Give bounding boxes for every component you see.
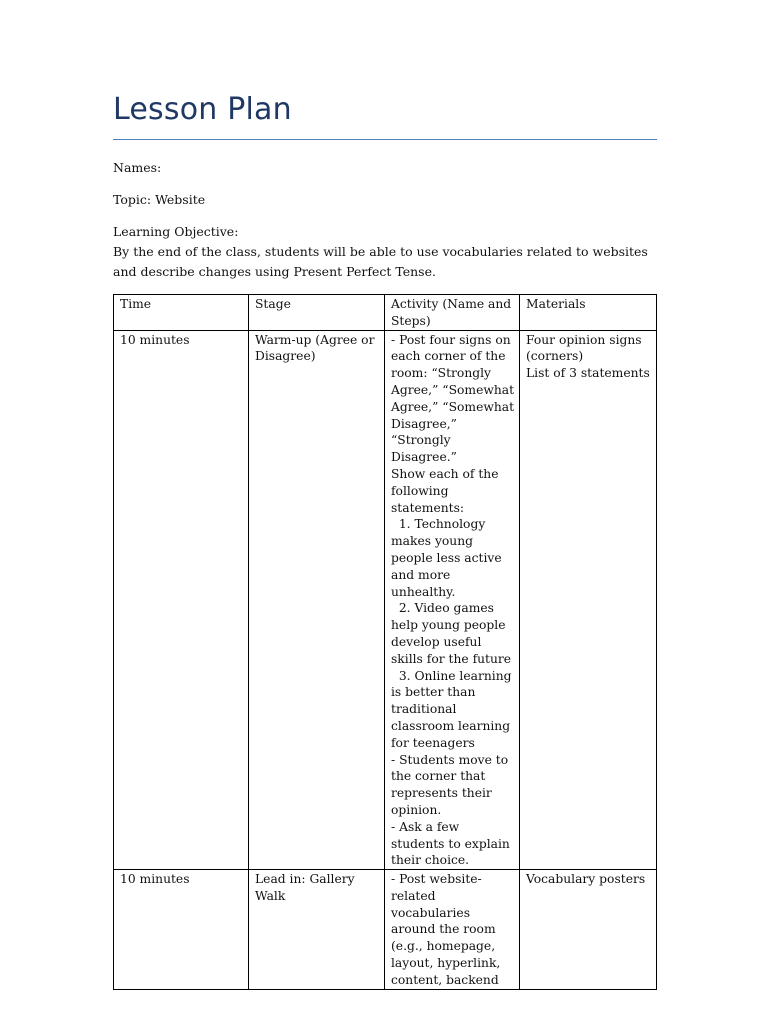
activity-line: Show each of the following statements: xyxy=(391,466,499,515)
activity-line: - Ask a few students to explain their choice. xyxy=(391,819,510,868)
header-activity: Activity (Name and Steps) xyxy=(385,295,520,331)
header-time: Time xyxy=(114,295,249,331)
topic-label: Topic: Website xyxy=(113,192,206,207)
activity-line: 1. Technology makes young people less active and more unhealthy. xyxy=(391,517,502,599)
header-materials: Materials xyxy=(520,295,657,331)
activity-line: 3. Online learning is better than traditional classroom learning for teenagers xyxy=(391,668,512,750)
materials-line: List of 3 statements xyxy=(526,366,650,381)
table-row xyxy=(114,870,657,990)
table-header-row xyxy=(114,295,657,331)
materials-line: Four opinion signs (corners) xyxy=(526,332,642,364)
materials-cell xyxy=(520,330,657,870)
names-label: Names: xyxy=(113,160,162,175)
header-stage: Stage xyxy=(249,295,385,331)
materials-line: Vocabulary posters xyxy=(526,872,646,887)
objective-text: By the end of the class, students will be able to use vocabularies related to websites and describe changes using Present Perfect Tense. xyxy=(113,244,648,279)
activity-line: 2. Video games help young people develop useful skills for the future xyxy=(391,601,512,666)
activity-cell xyxy=(385,330,520,870)
title-underline xyxy=(113,139,657,140)
activity-line: - Students move to the corner that represents their opinion. xyxy=(391,752,509,817)
time-cell: 10 minutes xyxy=(114,870,249,990)
materials-cell xyxy=(520,870,657,990)
objective-label: Learning Objective: xyxy=(113,224,239,239)
stage-cell: Warm-up (Agree or Disagree) xyxy=(249,330,385,870)
stage-cell: Lead in: Gallery Walk xyxy=(249,870,385,990)
activity-cell xyxy=(385,870,520,990)
table-row xyxy=(114,330,657,870)
activity-line: - Post website-related vocabularies around the room (e.g., homepage, layout, hyperlink, content, backend xyxy=(391,872,501,987)
time-cell: 10 minutes xyxy=(114,330,249,870)
lesson-plan-table xyxy=(113,294,657,990)
document-title: Lesson Plan xyxy=(113,92,292,127)
activity-line: - Post four signs on each corner of the room: “Strongly Agree,” “Somewhat Agree,” “Somewhat Disagree,” “Strongly Disagree.” xyxy=(391,332,515,465)
